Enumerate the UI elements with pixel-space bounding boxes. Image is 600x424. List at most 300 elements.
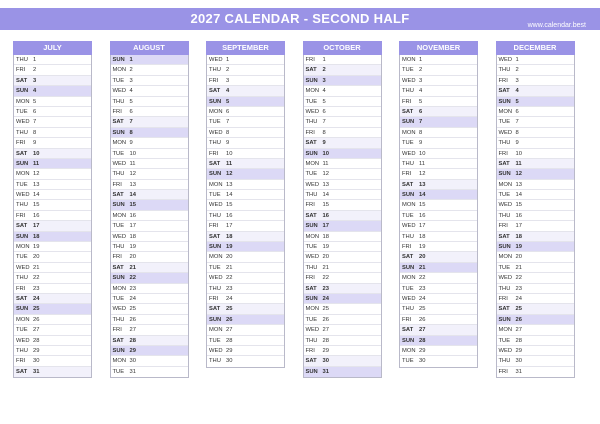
day-row <box>400 138 477 148</box>
day-row <box>111 169 188 179</box>
day-row <box>111 180 188 190</box>
weekday-label: SAT <box>112 337 124 344</box>
day-number: 19 <box>322 244 329 251</box>
day-number: 11 <box>129 160 136 167</box>
day-row <box>111 242 188 252</box>
day-row <box>400 76 477 86</box>
day-row <box>304 97 381 107</box>
weekday-label: WED <box>498 347 513 354</box>
weekday-label: TUE <box>498 264 511 271</box>
day-number: 15 <box>33 202 40 209</box>
day-number: 27 <box>129 327 136 334</box>
day-number: 7 <box>515 119 519 126</box>
day-number: 15 <box>515 202 522 209</box>
weekday-label: TUE <box>402 140 414 147</box>
weekday-label: MON <box>209 181 223 188</box>
day-row <box>400 200 477 210</box>
day-number: 16 <box>226 212 233 219</box>
day-number: 25 <box>322 306 329 313</box>
day-row <box>497 273 574 283</box>
day-number: 3 <box>322 77 326 84</box>
weekday-label: SUN <box>112 202 125 209</box>
day-number: 25 <box>226 306 233 313</box>
day-number: 29 <box>322 347 329 354</box>
day-number: 11 <box>33 160 40 167</box>
day-number: 1 <box>515 57 519 63</box>
day-row <box>111 159 188 169</box>
day-row <box>207 304 284 314</box>
day-row <box>111 304 188 314</box>
weekday-label: FRI <box>402 171 412 178</box>
day-row <box>497 128 574 138</box>
website-label: www.calendar.best <box>527 22 586 29</box>
weekday-label: FRI <box>402 98 412 105</box>
weekday-label: THU <box>209 358 221 365</box>
weekday-label: WED <box>16 192 30 199</box>
day-number: 29 <box>129 347 136 354</box>
day-list <box>303 55 382 378</box>
day-row <box>400 242 477 252</box>
weekday-label: SAT <box>305 140 317 147</box>
weekday-label: WED <box>498 202 513 209</box>
day-row <box>207 65 284 75</box>
day-number: 1 <box>33 57 37 63</box>
page-title: 2027 CALENDAR - SECOND HALF <box>190 11 410 26</box>
weekday-label: SAT <box>402 327 414 334</box>
day-number: 19 <box>226 244 233 251</box>
day-row <box>207 263 284 273</box>
day-row <box>400 169 477 179</box>
day-row <box>497 221 574 231</box>
weekday-label: FRI <box>498 368 508 375</box>
weekday-label: FRI <box>112 327 122 334</box>
day-row <box>14 356 91 366</box>
weekday-label: WED <box>402 77 416 84</box>
day-row <box>14 367 91 377</box>
day-row <box>111 263 188 273</box>
weekday-label: TUE <box>402 212 414 219</box>
day-row <box>111 232 188 242</box>
day-row <box>497 65 574 75</box>
day-row <box>400 159 477 169</box>
day-number: 26 <box>515 316 522 323</box>
day-row <box>497 367 574 377</box>
weekday-label: THU <box>16 202 28 209</box>
day-number: 30 <box>515 358 522 365</box>
weekday-label: THU <box>402 160 414 167</box>
day-row <box>304 128 381 138</box>
day-number: 4 <box>419 88 423 95</box>
day-number: 23 <box>33 285 40 292</box>
weekday-label: SUN <box>305 368 318 375</box>
day-row <box>497 55 574 65</box>
weekday-label: MON <box>112 140 127 147</box>
day-row <box>111 76 188 86</box>
weekday-label: MON <box>209 108 223 115</box>
day-number: 17 <box>322 223 329 230</box>
day-row <box>14 65 91 75</box>
day-row <box>497 159 574 169</box>
day-row <box>304 367 381 377</box>
day-number: 9 <box>322 140 326 147</box>
day-row <box>14 263 91 273</box>
month-header: DECEMBER <box>496 41 575 55</box>
day-row <box>111 149 188 159</box>
day-number: 7 <box>33 119 37 126</box>
day-row <box>400 211 477 221</box>
day-number: 16 <box>515 212 522 219</box>
day-number: 17 <box>129 223 136 230</box>
day-row <box>497 190 574 200</box>
day-number: 13 <box>515 181 522 188</box>
day-row <box>111 86 188 96</box>
weekday-label: WED <box>305 108 320 115</box>
day-row <box>304 325 381 335</box>
day-row <box>111 107 188 117</box>
day-number: 28 <box>515 337 522 344</box>
day-row <box>207 273 284 283</box>
day-row <box>400 263 477 273</box>
day-number: 6 <box>33 108 37 115</box>
day-row <box>497 211 574 221</box>
day-row <box>14 128 91 138</box>
weekday-label: SAT <box>402 181 414 188</box>
day-row <box>207 284 284 294</box>
weekday-label: FRI <box>16 212 26 219</box>
day-row <box>14 55 91 65</box>
day-number: 26 <box>419 316 426 323</box>
day-row <box>207 200 284 210</box>
weekday-label: SAT <box>305 358 317 365</box>
weekday-label: FRI <box>498 223 508 230</box>
weekday-label: FRI <box>305 57 315 63</box>
weekday-label: SUN <box>402 337 415 344</box>
day-number: 24 <box>419 295 426 302</box>
day-number: 24 <box>33 295 40 302</box>
day-number: 10 <box>322 150 329 157</box>
day-number: 2 <box>322 67 326 74</box>
weekday-label: SAT <box>209 306 221 313</box>
weekday-label: MON <box>112 285 127 292</box>
weekday-label: WED <box>402 223 416 230</box>
day-row <box>497 346 574 356</box>
day-row <box>111 273 188 283</box>
weekday-label: TUE <box>498 119 511 126</box>
weekday-label: SUN <box>305 77 318 84</box>
day-number: 9 <box>33 140 37 147</box>
day-row <box>497 325 574 335</box>
weekday-label: FRI <box>305 202 315 209</box>
weekday-label: THU <box>16 347 28 354</box>
weekday-label: THU <box>112 98 125 105</box>
day-number: 25 <box>419 306 426 313</box>
day-row <box>207 356 284 366</box>
day-row <box>400 315 477 325</box>
weekday-label: TUE <box>209 264 221 271</box>
day-row <box>207 190 284 200</box>
weekday-label: MON <box>16 171 30 178</box>
day-row <box>304 138 381 148</box>
day-number: 6 <box>515 108 519 115</box>
day-number: 2 <box>129 67 133 74</box>
weekday-label: MON <box>402 275 416 282</box>
day-row <box>14 76 91 86</box>
day-number: 7 <box>129 119 133 126</box>
weekday-label: MON <box>209 327 223 334</box>
day-number: 18 <box>226 233 233 240</box>
weekday-label: THU <box>16 57 28 63</box>
weekday-label: THU <box>209 285 221 292</box>
day-number: 12 <box>419 171 426 178</box>
day-row <box>111 117 188 127</box>
weekday-label: MON <box>305 306 320 313</box>
day-number: 5 <box>129 98 133 105</box>
day-row <box>497 180 574 190</box>
day-row <box>497 97 574 107</box>
weekday-label: SUN <box>498 98 511 105</box>
day-row <box>400 117 477 127</box>
day-number: 1 <box>322 57 326 63</box>
day-row <box>14 336 91 346</box>
weekday-label: FRI <box>16 285 26 292</box>
weekday-label: SAT <box>16 295 28 302</box>
day-number: 25 <box>515 306 522 313</box>
day-number: 13 <box>226 181 233 188</box>
day-row <box>111 221 188 231</box>
day-number: 2 <box>419 67 423 74</box>
weekday-label: TUE <box>16 108 28 115</box>
day-row <box>304 336 381 346</box>
weekday-label: MON <box>498 181 513 188</box>
day-number: 15 <box>129 202 136 209</box>
weekday-label: TUE <box>112 368 125 375</box>
day-number: 28 <box>129 337 136 344</box>
weekday-label: WED <box>112 88 127 95</box>
day-row <box>207 294 284 304</box>
weekday-label: TUE <box>305 244 318 251</box>
weekday-label: WED <box>209 347 223 354</box>
weekday-label: FRI <box>402 316 412 323</box>
weekday-label: TUE <box>402 285 414 292</box>
weekday-label: TUE <box>112 77 125 84</box>
day-row <box>400 55 477 65</box>
day-row <box>207 55 284 65</box>
weekday-label: SUN <box>305 150 318 157</box>
day-number: 10 <box>515 150 522 157</box>
weekday-label: SUN <box>402 119 415 126</box>
weekday-label: SAT <box>112 264 124 271</box>
day-number: 23 <box>226 285 233 292</box>
day-list <box>496 55 575 378</box>
day-row <box>111 55 188 65</box>
day-number: 21 <box>515 264 522 271</box>
day-number: 25 <box>129 306 136 313</box>
day-row <box>400 65 477 75</box>
day-row <box>497 76 574 86</box>
day-row <box>207 336 284 346</box>
month-header: JULY <box>13 41 92 55</box>
weekday-label: TUE <box>112 223 125 230</box>
day-row <box>14 117 91 127</box>
day-row <box>14 169 91 179</box>
weekday-label: MON <box>112 212 127 219</box>
weekday-label: WED <box>305 181 320 188</box>
weekday-label: TUE <box>209 337 221 344</box>
day-row <box>497 315 574 325</box>
day-number: 16 <box>33 212 40 219</box>
day-number: 27 <box>515 327 522 334</box>
day-number: 23 <box>419 285 426 292</box>
day-number: 13 <box>33 181 40 188</box>
day-number: 4 <box>515 88 519 95</box>
day-row <box>304 304 381 314</box>
day-number: 28 <box>322 337 329 344</box>
weekday-label: WED <box>402 150 416 157</box>
weekday-label: FRI <box>16 67 26 74</box>
month-july <box>13 41 92 378</box>
day-number: 9 <box>226 140 230 147</box>
weekday-label: MON <box>498 254 513 261</box>
day-row <box>304 294 381 304</box>
day-row <box>497 294 574 304</box>
day-row <box>207 252 284 262</box>
weekday-label: SUN <box>16 88 29 95</box>
month-september <box>206 41 285 368</box>
weekday-label: MON <box>305 88 320 95</box>
day-row <box>400 97 477 107</box>
weekday-label: TUE <box>498 192 511 199</box>
day-row <box>400 149 477 159</box>
day-row <box>207 107 284 117</box>
weekday-label: SAT <box>112 119 124 126</box>
day-number: 5 <box>322 98 326 105</box>
day-row <box>304 190 381 200</box>
day-row <box>207 325 284 335</box>
weekday-label: FRI <box>112 108 122 115</box>
day-row <box>400 304 477 314</box>
day-row <box>14 138 91 148</box>
day-row <box>304 252 381 262</box>
day-row <box>304 356 381 366</box>
day-row <box>400 273 477 283</box>
weekday-label: MON <box>305 233 320 240</box>
day-number: 26 <box>322 316 329 323</box>
day-number: 30 <box>129 358 136 365</box>
day-row <box>400 284 477 294</box>
day-row <box>207 149 284 159</box>
month-december <box>496 41 575 378</box>
day-number: 30 <box>322 358 329 365</box>
day-row <box>207 76 284 86</box>
weekday-label: FRI <box>498 295 508 302</box>
weekday-label: SAT <box>498 160 510 167</box>
weekday-label: TUE <box>402 67 414 74</box>
weekday-label: MON <box>402 202 416 209</box>
day-number: 9 <box>129 140 133 147</box>
weekday-label: TUE <box>305 316 318 323</box>
weekday-label: SAT <box>209 160 221 167</box>
day-row <box>14 200 91 210</box>
day-row <box>111 200 188 210</box>
day-number: 27 <box>322 327 329 334</box>
weekday-label: SAT <box>16 223 28 230</box>
day-number: 17 <box>226 223 233 230</box>
weekday-label: SUN <box>498 244 511 251</box>
weekday-label: WED <box>209 275 223 282</box>
weekday-label: THU <box>209 67 221 74</box>
day-number: 3 <box>419 77 423 84</box>
weekday-label: FRI <box>209 223 219 230</box>
day-list <box>13 55 92 378</box>
weekday-label: WED <box>305 327 320 334</box>
day-number: 20 <box>226 254 233 261</box>
weekday-label: SAT <box>402 254 414 261</box>
day-number: 16 <box>129 212 136 219</box>
day-row <box>304 86 381 96</box>
day-number: 24 <box>322 295 329 302</box>
day-number: 4 <box>129 88 133 95</box>
weekday-label: SUN <box>112 347 125 354</box>
day-row <box>304 221 381 231</box>
day-row <box>400 294 477 304</box>
day-row <box>400 180 477 190</box>
day-number: 7 <box>226 119 230 126</box>
day-row <box>14 190 91 200</box>
weekday-label: THU <box>305 119 318 126</box>
day-number: 27 <box>33 327 40 334</box>
weekday-label: FRI <box>209 150 219 157</box>
weekday-label: MON <box>402 129 416 136</box>
day-number: 9 <box>419 140 423 147</box>
day-row <box>111 346 188 356</box>
day-number: 26 <box>33 316 40 323</box>
weekday-label: FRI <box>112 254 122 261</box>
weekday-label: THU <box>305 192 318 199</box>
day-number: 31 <box>322 368 329 375</box>
day-row <box>400 252 477 262</box>
day-number: 13 <box>129 181 136 188</box>
weekday-label: THU <box>209 212 221 219</box>
day-number: 15 <box>226 202 233 209</box>
day-number: 30 <box>226 358 233 365</box>
weekday-label: WED <box>498 129 513 136</box>
day-number: 31 <box>515 368 522 375</box>
day-row <box>304 284 381 294</box>
day-row <box>304 263 381 273</box>
weekday-label: SUN <box>498 316 511 323</box>
day-row <box>497 138 574 148</box>
weekday-label: SUN <box>209 98 222 105</box>
day-number: 1 <box>129 57 133 63</box>
weekday-label: SUN <box>209 171 222 178</box>
day-number: 31 <box>33 368 40 375</box>
day-row <box>304 76 381 86</box>
day-row <box>111 336 188 346</box>
day-row <box>207 346 284 356</box>
day-row <box>111 190 188 200</box>
weekday-label: TUE <box>305 171 318 178</box>
day-number: 22 <box>515 275 522 282</box>
weekday-label: SAT <box>305 285 317 292</box>
month-header: OCTOBER <box>303 41 382 55</box>
day-number: 14 <box>33 192 40 199</box>
weekday-label: MON <box>402 347 416 354</box>
day-number: 5 <box>226 98 230 105</box>
day-list <box>399 55 478 368</box>
weekday-label: WED <box>498 275 513 282</box>
day-number: 12 <box>322 171 329 178</box>
day-number: 22 <box>129 275 136 282</box>
